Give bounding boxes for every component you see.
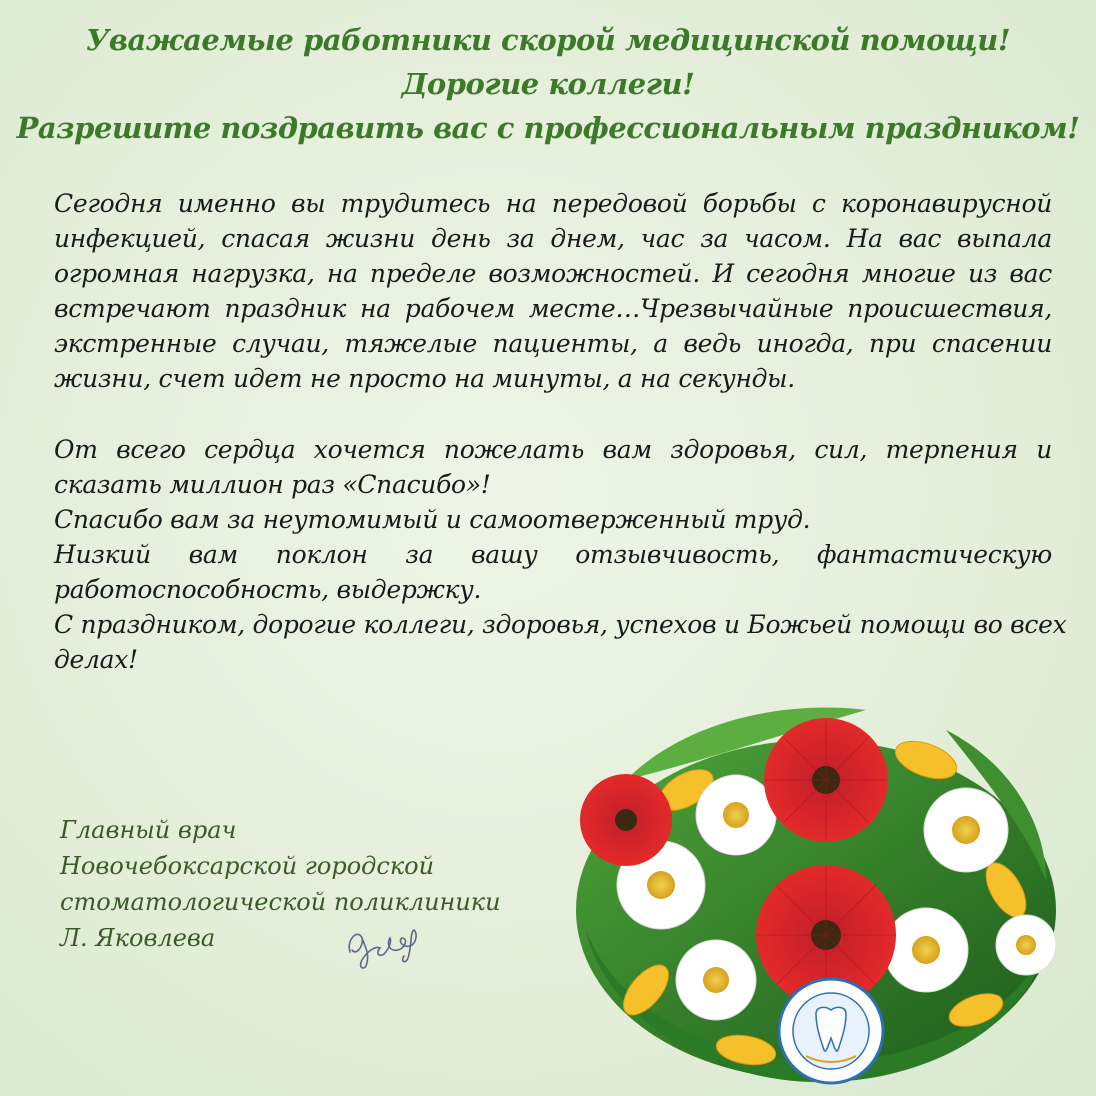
paragraph-1: [54, 186, 1052, 396]
paragraph-1-line: Сегодня именно вы трудитесь на передовой борьбы с коронавирусной: [54, 189, 1052, 218]
signature-org-line-2: стоматологической поликлиники: [60, 888, 501, 916]
letter-body: [54, 186, 1067, 677]
greeting-line-1: Уважаемые работники скорой медицинской помощи!: [85, 23, 1011, 57]
signature-title: Главный врач: [60, 816, 237, 844]
paragraph-2-line: Низкий вам поклон за вашу отзывчивость, фантастическую: [54, 540, 1052, 569]
paragraph-1-line: огромная нагрузка, на пределе возможностей. И сегодня многие из вас: [54, 259, 1052, 288]
paragraph-1-line: экстренные случаи, тяжелые пациенты, а ведь иногда, при спасении: [54, 329, 1052, 358]
paragraph-2: [54, 432, 1067, 677]
paragraph-2-line: делах!: [54, 645, 138, 674]
greeting-header: [0, 18, 1096, 150]
paragraph-1-line: инфекцией, спасая жизни день за днем, час за часом. На вас выпала: [54, 224, 1052, 253]
paragraph-2-line: От всего сердца хочется пожелать вам здоровья, сил, терпения и: [54, 435, 1052, 464]
paragraph-2-line: сказать миллион раз «Спасибо»!: [54, 470, 491, 499]
paragraph-2-line: Спасибо вам за неутомимый и самоотверженный труд.: [54, 505, 811, 534]
paragraph-1-line: жизни, счет идет не просто на минуты, а на секунды.: [54, 364, 795, 393]
handwritten-signature: [336, 912, 436, 972]
signature-org-line-1: Новочебоксарской городской: [60, 852, 435, 880]
greeting-line-3: Разрешите поздравить вас с профессиональным праздником!: [16, 111, 1080, 145]
paragraph-1-line: встречают праздник на рабочем месте…Чрезвычайные происшествия,: [54, 294, 1052, 323]
paragraph-2-line: работоспособность, выдержку.: [54, 575, 482, 604]
paragraph-2-line: С праздником, дорогие коллеги, здоровья, успехов и Божьей помощи во всех: [54, 610, 1067, 639]
signature-name: Л. Яковлева: [60, 924, 216, 952]
clinic-seal-logo: [776, 976, 886, 1086]
greeting-line-2: Дорогие коллеги!: [401, 67, 695, 101]
